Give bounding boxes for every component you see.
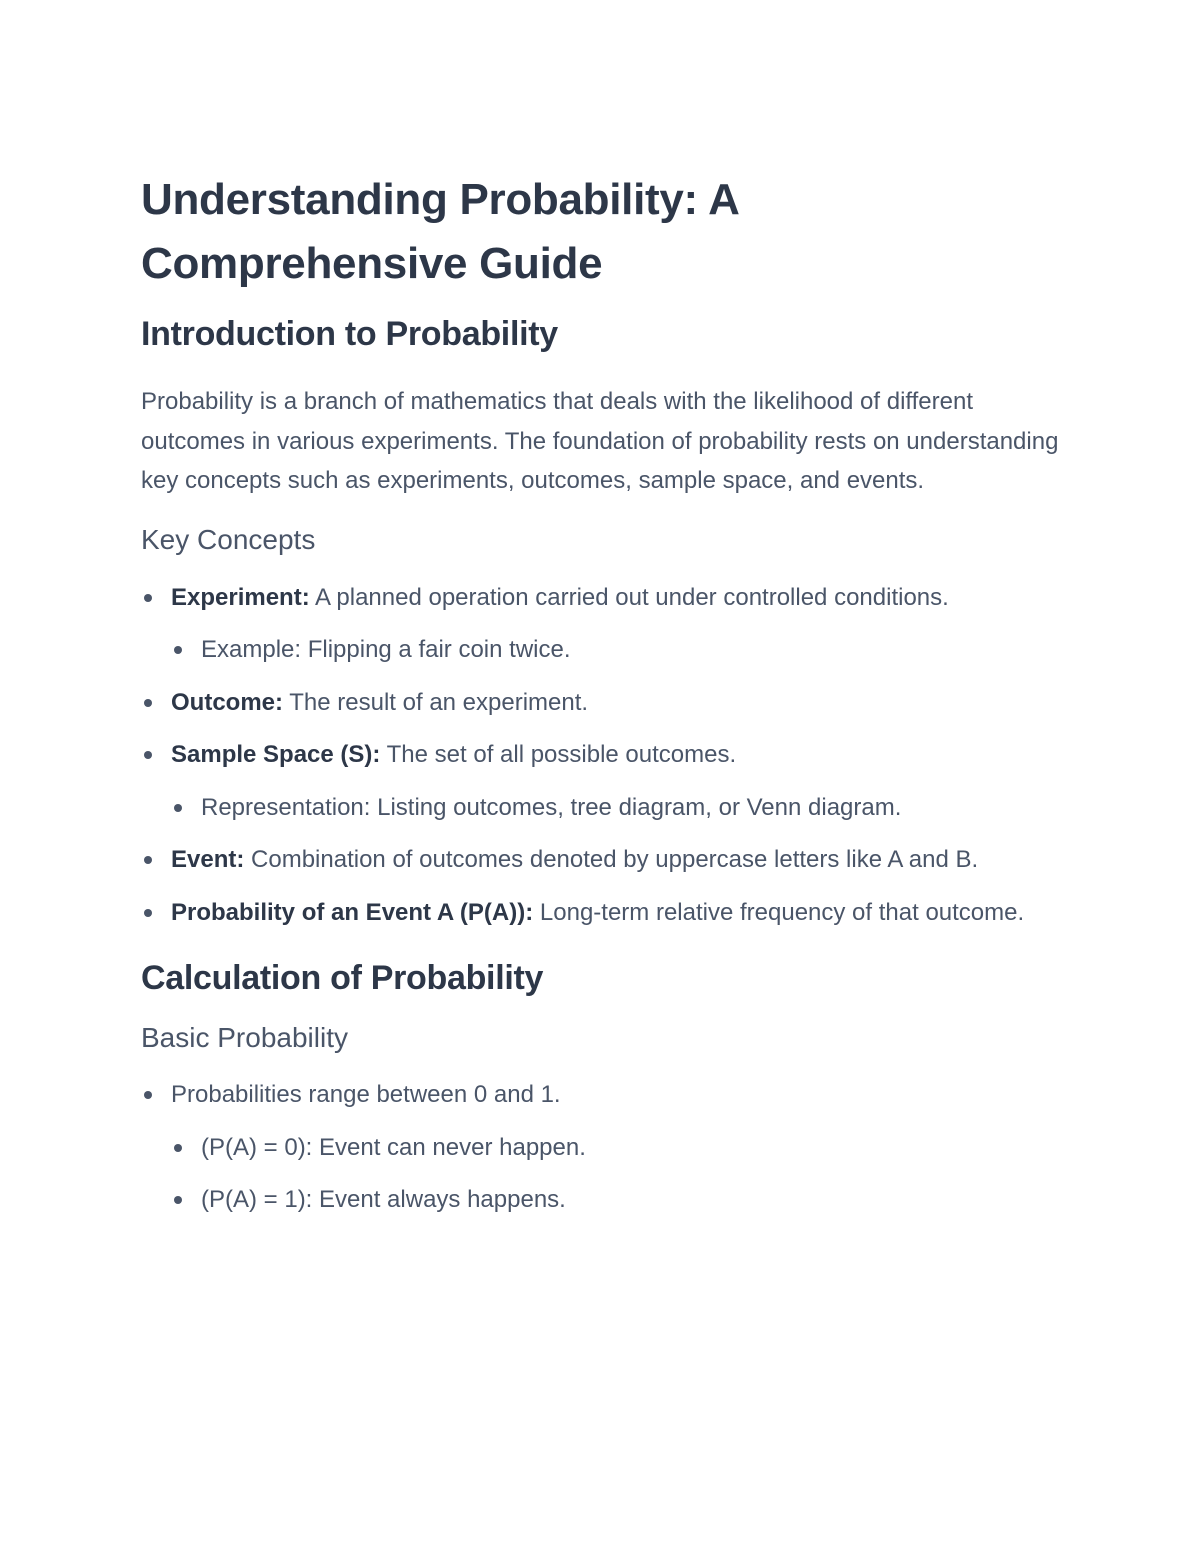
term-probability-of-event: Probability of an Event A (P(A)): [171,898,534,926]
basic-probability-list [141,1075,1060,1220]
term-sample-space: Sample Space (S): [171,741,381,768]
list-item-experiment [141,578,1060,670]
definition-probability-of-event: Long-term relative frequency of that outcome. [533,898,1025,926]
list-item-sample-space-representation: Representation: Listing outcomes, tree diagram, or Venn diagram. [171,788,1060,828]
section-heading-calculation: Calculation of Probability [141,959,544,997]
sample-space-sublist [171,788,1060,828]
definition-sample-space: The set of all possible outcomes. [380,741,737,768]
probability-range-text: Probabilities range between 0 and 1. [171,1081,561,1108]
list-item-probability-range [141,1075,1060,1220]
list-item-event [141,840,1060,880]
section-heading-introduction: Introduction to Probability [141,315,558,353]
term-experiment: Experiment: [171,583,310,611]
probability-range-sublist [171,1128,1060,1220]
term-outcome: Outcome: [171,688,284,716]
key-concepts-list [141,578,1060,933]
list-item-sample-space [141,735,1060,827]
subsection-heading-basic-probability: Basic Probability [141,1022,348,1053]
term-event: Event: [171,846,245,873]
list-item-probability-zero: (P(A) = 0): Event can never happen. [171,1128,1060,1168]
definition-event: Combination of outcomes denoted by uppercase letters like A and B. [244,846,979,873]
list-item-outcome [141,683,1060,723]
list-item-probability-one: (P(A) = 1): Event always happens. [171,1180,1060,1220]
subsection-heading-key-concepts: Key Concepts [141,523,316,555]
list-item-experiment-example: Example: Flipping a fair coin twice. [171,630,1060,670]
definition-experiment: A planned operation carried out under controlled conditions. [309,583,949,611]
intro-paragraph: Probability is a branch of mathematics that deals with the likelihood of different outcomes in various experiments. The foundation of probability rests on understanding key concepts such as experiments, outcomes, sample space, and events. [141,388,1059,494]
definition-outcome: The result of an experiment. [283,688,589,716]
list-item-probability-of-event [141,893,1060,933]
document-title: Understanding Probability: A Comprehensive Guide [141,175,739,288]
experiment-sublist [171,630,1060,670]
